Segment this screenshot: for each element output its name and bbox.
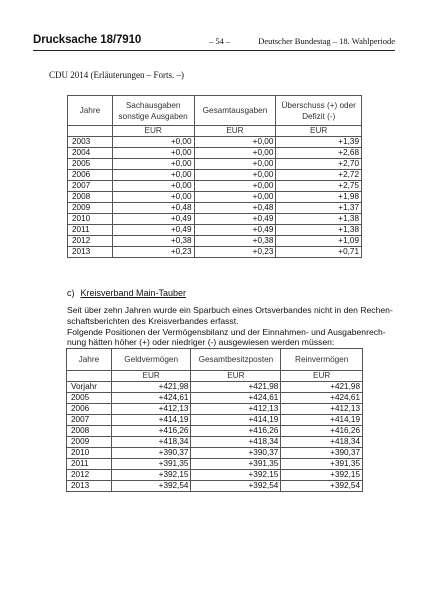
column-header-material-expenses: Sachausgaben sonstige Ausgaben [112,96,194,126]
paragraph-line: Seit über zehn Jahren wurde ein Sparbuch eines Ortsverbandes nicht in den Rechen- [67,305,393,315]
value-cell: +418,34 [281,437,363,448]
unit-cell: EUR [281,371,363,382]
value-cell: +421,98 [281,382,363,393]
value-cell: +421,98 [191,382,281,393]
value-cell: +1,37 [276,203,362,214]
value-cell: +418,34 [191,437,281,448]
year-cell: 2010 [68,214,113,225]
value-cell: +1,38 [276,214,362,225]
table-row [67,415,363,426]
column-header-total-expenses: Gesamtausgaben [194,96,276,126]
value-cell: +0,49 [194,214,276,225]
value-cell: +390,37 [111,448,191,459]
value-cell: +392,15 [281,470,363,481]
doc-label: Drucksache 18/ [33,34,116,46]
value-cell: +418,34 [111,437,191,448]
year-cell: 2005 [68,159,113,170]
unit-cell: EUR [194,126,276,137]
paragraph-line: nung hätten höher (+) oder niedriger (-) ausgewiesen werden müssen: [67,337,335,348]
column-header-monetary-assets: Geldvermögen [111,349,191,371]
page-number: – 54 – [209,36,231,46]
table-row [68,170,362,181]
table-row [68,159,362,170]
value-cell: +1,98 [276,192,362,203]
year-cell: 2011 [67,459,112,470]
value-cell: +0,00 [194,192,276,203]
year-cell: 2007 [68,181,113,192]
continuation-heading: CDU 2014 (Erläuterungen – Forts. –) [49,70,184,80]
value-cell: +421,98 [111,382,191,393]
value-cell: +390,37 [281,448,363,459]
value-cell: +414,19 [281,415,363,426]
assets-table [66,348,363,492]
year-cell: 2012 [68,236,113,247]
year-cell: 2006 [67,404,112,415]
value-cell: +0,00 [194,170,276,181]
value-cell: +414,19 [191,415,281,426]
value-cell: +412,13 [191,404,281,415]
value-cell: +392,15 [111,470,191,481]
table-row [67,382,363,393]
table-row [67,459,363,470]
value-cell: +424,61 [191,393,281,404]
year-cell: 2013 [67,481,112,492]
table-row [67,393,363,404]
document-number [33,34,141,46]
value-cell: +0,00 [112,192,194,203]
value-cell: +0,00 [194,181,276,192]
table-row [68,192,362,203]
column-header-years: Jahre [67,349,112,371]
table-row [67,404,363,415]
value-cell: +2,70 [276,159,362,170]
value-cell: +0,71 [276,247,362,258]
year-cell: 2007 [67,415,112,426]
value-cell: +414,19 [111,415,191,426]
value-cell: +392,54 [111,481,191,492]
table-row [67,426,363,437]
year-cell: 2013 [68,247,113,258]
value-cell: +0,00 [112,148,194,159]
table-row [68,247,362,258]
expenses-table-body [68,137,362,258]
value-cell: +0,48 [112,203,194,214]
unit-cell: EUR [276,126,362,137]
year-cell: 2008 [68,192,113,203]
value-cell: +0,00 [112,137,194,148]
value-cell: +0,00 [194,137,276,148]
value-cell: +391,35 [191,459,281,470]
unit-cell: EUR [191,371,281,382]
value-cell: +391,35 [281,459,363,470]
value-cell: +2,68 [276,148,362,159]
table-row [68,148,362,159]
parliament-label: Deutscher Bundestag – 18. Wahlperiode [258,36,395,46]
table-row [68,137,362,148]
table-row [67,470,363,481]
year-cell: 2011 [68,225,113,236]
value-cell: +424,61 [281,393,363,404]
section-paragraph [67,305,393,348]
value-cell: +0,00 [194,148,276,159]
doc-number: 7910 [116,34,142,46]
table-row [68,203,362,214]
assets-table-body [67,382,363,492]
header-rule [33,50,395,51]
paragraph-line: Folgende Positionen der Vermögensbilanz und der Einnahmen- und Ausgabenrech- [67,326,386,337]
value-cell: +0,00 [112,159,194,170]
value-cell: +0,38 [194,236,276,247]
table-row [68,225,362,236]
value-cell: +0,49 [112,214,194,225]
unit-cell: EUR [112,126,194,137]
expenses-table [67,95,362,258]
column-header-total-holdings: Gesamtbesitzposten [191,349,281,371]
year-cell: 2008 [67,426,112,437]
value-cell: +424,61 [111,393,191,404]
value-cell: +416,26 [111,426,191,437]
value-cell: +2,72 [276,170,362,181]
column-header-years: Jahre [68,96,113,126]
value-cell: +0,23 [112,247,194,258]
value-cell: +0,00 [112,170,194,181]
value-cell: +412,13 [281,404,363,415]
value-cell: +0,00 [112,181,194,192]
year-cell: 2009 [67,437,112,448]
unit-cell-empty [68,126,113,137]
value-cell: +416,26 [191,426,281,437]
value-cell: +0,49 [112,225,194,236]
table-row [68,181,362,192]
value-cell: +412,13 [111,404,191,415]
unit-cell: EUR [111,371,191,382]
value-cell: +390,37 [191,448,281,459]
section-heading [67,288,186,298]
year-cell: 2006 [68,170,113,181]
paragraph-line: schaftsberichten des Kreisverbandes erfasst. [67,315,239,326]
page-header [33,34,395,48]
year-cell: 2010 [67,448,112,459]
section-label: c) [67,288,75,298]
value-cell: +0,38 [112,236,194,247]
value-cell: +1,38 [276,225,362,236]
value-cell: +391,35 [111,459,191,470]
value-cell: +2,75 [276,181,362,192]
year-cell: 2009 [68,203,113,214]
table-row [67,481,363,492]
value-cell: +392,54 [191,481,281,492]
value-cell: +392,54 [281,481,363,492]
value-cell: +1,39 [276,137,362,148]
column-header-surplus-deficit: Überschuss (+) oder Defizit (-) [276,96,362,126]
column-header-net-assets: Reinvermögen [281,349,363,371]
section-title: Kreisverband Main-Tauber [80,288,187,298]
value-cell: +416,26 [281,426,363,437]
year-cell: 2004 [68,148,113,159]
year-cell: Vorjahr [67,382,112,393]
value-cell: +0,00 [194,159,276,170]
year-cell: 2005 [67,393,112,404]
table-row [67,437,363,448]
year-cell: 2003 [68,137,113,148]
table-row [68,236,362,247]
value-cell: +0,49 [194,225,276,236]
table-row [68,214,362,225]
unit-cell-empty [67,371,112,382]
year-cell: 2012 [67,470,112,481]
value-cell: +0,23 [194,247,276,258]
value-cell: +0,48 [194,203,276,214]
value-cell: +1,09 [276,236,362,247]
table-row [67,448,363,459]
value-cell: +392,15 [191,470,281,481]
